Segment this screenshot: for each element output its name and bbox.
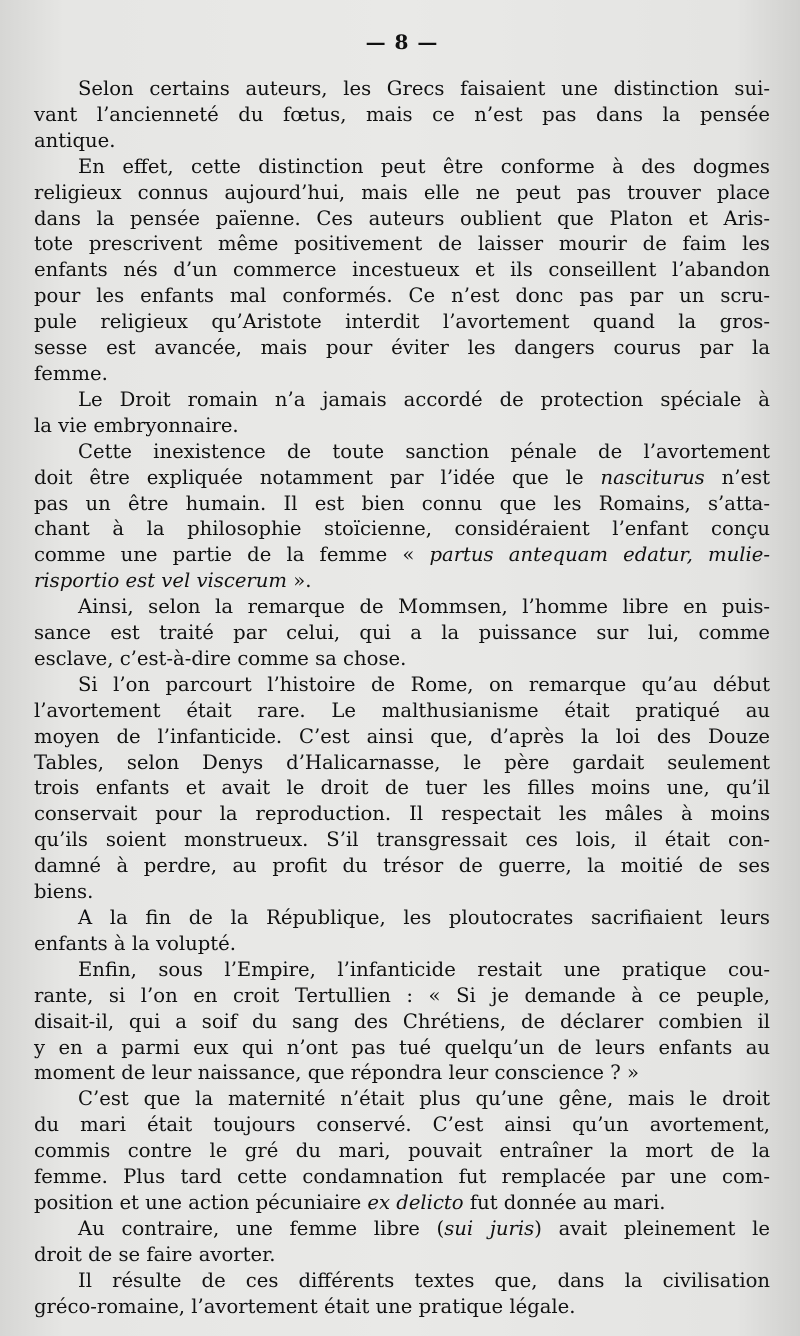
text-line: moment de leur naissance, que répondra leur conscience ? » xyxy=(34,1061,639,1085)
text-line: la vie embryonnaire. xyxy=(34,413,239,437)
text-line: pour les enfants mal conformés. Ce n’est donc pas par un scru- xyxy=(34,284,770,308)
text-line: trois enfants et avait le droit de tuer les filles moins une, qu’il xyxy=(34,776,770,800)
text-line: chant à la philosophie stoïcienne, considéraient l’enfant conçu xyxy=(34,517,770,541)
text-line: gréco-romaine, l’avortement était une pratique légale. xyxy=(34,1294,576,1318)
text-line: comme une partie de la femme « partus antequam edatur, mulie- xyxy=(34,543,770,567)
paragraph xyxy=(34,439,770,594)
text-line: tote prescrivent même positivement de laisser mourir de faim les xyxy=(34,232,770,256)
text-line: sance est traité par celui, qui a la puissance sur lui, comme xyxy=(34,621,770,645)
text-line: y en a parmi eux qui n’ont pas tué quelqu’un de leurs enfants au xyxy=(34,1035,770,1059)
text-line: C’est que la maternité n’était plus qu’une gêne, mais le droit xyxy=(78,1087,770,1111)
text-line: Ainsi, selon la remarque de Mommsen, l’homme libre en puis- xyxy=(78,595,770,619)
text-line: esclave, c’est-à-dire comme sa chose. xyxy=(34,646,407,670)
text-line: risportio est vel viscerum ». xyxy=(34,569,312,593)
text-line: commis contre le gré du mari, pouvait entraîner la mort de la xyxy=(34,1139,770,1163)
text-line: doit être expliquée notamment par l’idée que le nasciturus n’est xyxy=(34,465,770,489)
text-line: pule religieux qu’Aristote interdit l’avortement quand la gros- xyxy=(34,310,770,334)
text-line: femme. xyxy=(34,361,108,385)
text-line: damné à perdre, au profit du trésor de guerre, la moitié de ses xyxy=(34,854,770,878)
paragraph xyxy=(34,76,770,154)
text-line: antique. xyxy=(34,128,116,152)
text-line: En effet, cette distinction peut être conforme à des dogmes xyxy=(78,154,770,178)
text-line: rante, si l’on en croit Tertullien : « Si je demande à ce peuple, xyxy=(34,983,770,1007)
text-line: moyen de l’infanticide. C’est ainsi que, d’après la loi des Douze xyxy=(34,724,770,748)
text-line: droit de se faire avorter. xyxy=(34,1242,276,1266)
text-line: Selon certains auteurs, les Grecs faisaient une distinction sui- xyxy=(78,77,770,100)
paragraph xyxy=(34,1086,770,1216)
text-line: Au contraire, une femme libre (sui juris) avait pleinement le xyxy=(78,1216,770,1240)
text-line: disait-il, qui a soif du sang des Chrétiens, de déclarer combien il xyxy=(34,1009,770,1033)
text-line: pas un être humain. Il est bien connu que les Romains, s’atta- xyxy=(34,491,770,515)
paragraph xyxy=(34,905,770,957)
text-line: conservait pour la reproduction. Il respectait les mâles à moins xyxy=(34,802,770,826)
text-line: du mari était toujours conservé. C’est ainsi qu’un avortement, xyxy=(34,1113,770,1137)
text-line: enfants à la volupté. xyxy=(34,931,237,955)
text-line: position et une action pécuniaire ex delicto fut donnée au mari. xyxy=(34,1190,666,1214)
paragraph xyxy=(34,594,770,672)
text-line: Enfin, sous l’Empire, l’infanticide restait une pratique cou- xyxy=(78,957,770,981)
paragraph xyxy=(34,154,770,387)
text-line: l’avortement était rare. Le malthusianisme était pratiqué au xyxy=(34,698,770,722)
text-line: vant l’ancienneté du fœtus, mais ce n’est pas dans la pensée xyxy=(34,102,770,126)
text-line: Le Droit romain n’a jamais accordé de protection spéciale à xyxy=(78,387,770,411)
text-line: femme. Plus tard cette condamnation fut remplacée par une com- xyxy=(34,1165,770,1189)
text-line: Si l’on parcourt l’histoire de Rome, on remarque qu’au début xyxy=(78,672,770,696)
text-line: Il résulte de ces différents textes que, dans la civilisation xyxy=(78,1268,770,1292)
text-line: sesse est avancée, mais pour éviter les dangers courus par la xyxy=(34,336,770,360)
text-line: enfants nés d’un commerce incestueux et ils conseillent l’abandon xyxy=(34,258,770,282)
text-line: A la fin de la République, les ploutocrates sacrifiaient leurs xyxy=(78,906,770,929)
text-line: dans la pensée païenne. Ces auteurs oublient que Platon et Aris- xyxy=(34,206,770,230)
paragraph xyxy=(34,1268,770,1320)
text-line: qu’ils soient monstrueux. S’il transgressait ces lois, il était con- xyxy=(34,828,770,852)
text-line: religieux connus aujourd’hui, mais elle ne peut pas trouver place xyxy=(34,180,770,204)
text-line: Tables, selon Denys d’Halicarnasse, le père gardait seulement xyxy=(34,750,770,774)
paragraph xyxy=(34,957,770,1087)
paragraph xyxy=(34,387,770,439)
text-line: Cette inexistence de toute sanction pénale de l’avortement xyxy=(78,439,770,463)
page-number: — 8 — xyxy=(365,30,439,54)
body-text xyxy=(34,76,770,1320)
paragraph xyxy=(34,672,770,905)
paragraph xyxy=(34,1216,770,1268)
text-line: biens. xyxy=(34,880,94,904)
